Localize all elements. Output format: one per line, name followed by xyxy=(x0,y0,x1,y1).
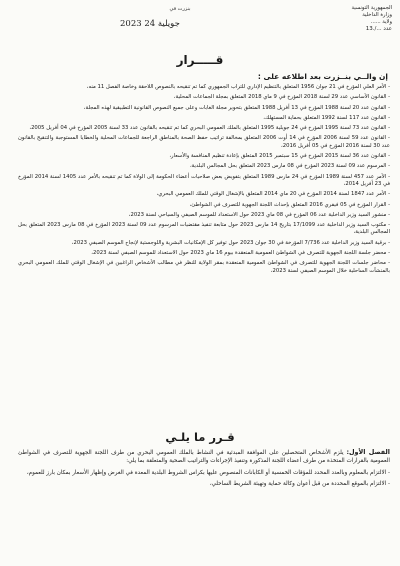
article-one xyxy=(18,448,390,492)
reference-item: - محاضر جلسات اللجنة الجهوية للتصرف في الشواطئ العمومية المنعقدة بمقر الولاية للنظر في مطالب الأشخاص الراغبين في الإشغال الوقتي للملك العمومي البحري بالمنشآت الساحلية خلال الموسم الصيفي لسنة 2023، xyxy=(18,260,390,274)
place-label: بنزرت في xyxy=(169,6,191,12)
decision-title: قـــــرار xyxy=(176,53,224,67)
decree-title: قـرر ما يلـي xyxy=(165,430,235,444)
reference-item: - الأمر عدد 457 لسنة 1989 المؤرخ في 24 مارس 1989 المتعلق بتفويض بعض صلاحيات أعضاء الحكومة إلى الولاة كما تم تنقيحه بالأمر عدد 1405 لسنة 2014 المؤرخ في 23 أفريل 2014، xyxy=(18,173,391,187)
legal-references xyxy=(18,84,390,278)
reference-item: - مكتوب السيد وزير الداخلية عدد 17/1099 بتاريخ 14 مارس 2023 حول متابعة تنفيذ مقتضيات المرسوم عدد 09 لسنة 2023 المؤرخ في 08 مارس 2023 المتعلق بحل المجالس البلدية، xyxy=(18,222,391,236)
letterhead-line: ولاية ...... xyxy=(370,19,392,25)
reference-item: - القانون الأساسي عدد 29 لسنة 2018 المؤرخ في 9 ماي 2018 المتعلق بمجلة الجماعات المحلية، xyxy=(173,94,390,101)
letterhead xyxy=(282,5,392,33)
reference-item: - القانون عدد 20 لسنة 1988 المؤرخ في 13 أفريل 1988 المتعلق بتحوير مجلة الغابات وعلى جميع النصوص القانونية التطبيقية لهذه المجلة، xyxy=(83,104,390,111)
reference-item: - القانون عدد 36 لسنة 2015 المؤرخ في 15 سبتمبر 2015 المتعلق بإعادة تنظيم المنافسة والأسعار، xyxy=(169,153,390,160)
article-label: الفصل الأول: xyxy=(346,448,390,456)
reference-item: - برقية السيد وزير الداخلية عدد 7/736 المؤرخة في 30 جوان 2023 حول توفير كل الإمكانيات البشرية واللوجستية لإنجاح الموسم الصيفي 2023، xyxy=(71,239,390,246)
reference-item: - الأمر عدد 1847 لسنة 2014 المؤرخ في 20 ماي 2014 المتعلق بالإشغال الوقتي للملك العمومي البحري، xyxy=(156,191,390,198)
reference-item: - القانون عدد 73 لسنة 1995 المؤرخ في 24 جويلية 1995 المتعلق بالملك العمومي البحري كما تم تنقيحه بالقانون عدد 33 لسنة 2005 المؤرخ في 04 أفريل 2005، xyxy=(29,125,390,132)
reference-item: - الأمر العلي المؤرخ في 21 جوان 1956 المتعلق بالتنظيم الإداري للتراب الجمهوري كما تم تنقيحه بالنصوص اللاحقة وخاصة الفصل 11 منه، xyxy=(86,84,390,90)
article-clause: - الالتزام بالموقع المحددة من قبل أعوان وكالة حماية وتهيئة الشريط الساحلي، xyxy=(209,481,390,488)
document-date: 2023 جويلية 24 xyxy=(120,19,180,29)
reference-item: - محضر جلسة اللجنة الجهوية للتصرف في الشواطئ العمومية المنعقدة بيوم 16 ماي 2023 حول الاستعداد للموسم الصيفي لسنة 2023، xyxy=(91,250,390,257)
article-intro: يلزم الأشخاص المتحصلين على الموافقة المبدئية في النشاط بالملك العمومي البحري من طرف اللجنة الجهوية للتصرف في الشواطئ العمومية بالقرارات المتخذة من طرف أعضاء اللجنة المذكورة وتنفيذ الإجراءات والتراتيب الصحية والمتعلقة بما يلي: xyxy=(18,450,390,465)
letterhead-line: وزارة الداخلية xyxy=(362,12,392,18)
reference-number: عدد .../.13 xyxy=(365,26,392,32)
reference-item: - القانون عدد 59 لسنة 2006 المؤرخ في 14 أوت 2006 المتعلق بمخالفة تراتيب حفظ الصحة بالمناطق الراجعة للجماعات المحلية والخطايا المستوجبة والتنقيح بالقانون عدد 30 لسنة 2016 المؤرخ في 05 أفريل 2016، xyxy=(18,135,390,149)
article-clause: - الالتزام بالمعلوم وبالعدد المحدد للمؤقات الخمسية أو الكابانات المنصوص عليها بكراس الشروط البلدية المعدة في الغرض وإظهار الأسعار بمكان بارز للعموم، xyxy=(26,469,390,476)
reference-item: - القانون عدد 117 لسنة 1992 المتعلق بحماية المستهلك، xyxy=(263,114,390,121)
article-intro-paragraph xyxy=(18,448,390,466)
reference-item: - منشور السيد وزير الداخلية عدد 06 المؤرخ في 08 ماي 2023 حول الاستعداد للموسم الصيفي والسياحي لسنة 2023، xyxy=(128,211,390,218)
reference-item: - المرسوم عدد 09 لسنة 2023 المؤرخ في 08 مارس 2023 المتعلق بحل المجالس البلدية، xyxy=(189,163,390,170)
letterhead-line: الجمهورية التونسية xyxy=(351,5,392,11)
decision-intro: إن والــي بنــزرت بعد اطلاعه على : xyxy=(257,72,388,81)
reference-item: - القرار المؤرخ في 05 فيفري 2016 المتعلق بإحداث اللجنة الجهوية للتصرف في الشواطئ، xyxy=(189,201,390,208)
